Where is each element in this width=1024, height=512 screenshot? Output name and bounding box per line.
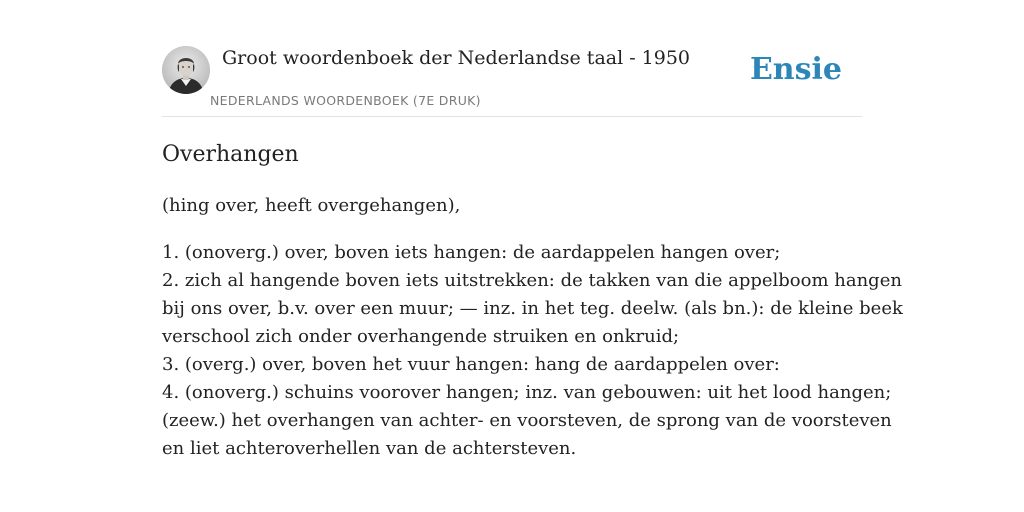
definition-line: 3. (overg.) over, boven het vuur hangen: hang de aardappelen over: [162,354,780,375]
definition-text [162,239,903,463]
definition-line: bij ons over, b.v. over een muur; — inz. in het teg. deelw. (als bn.): de kleine beek [162,298,903,319]
source-header [162,0,862,117]
source-subtitle: NEDERLANDS WOORDENBOEK (7E DRUK) [210,93,481,108]
entry-grammar: (hing over, heeft overgehangen), [162,195,461,216]
definition-line: 4. (onoverg.) schuins voorover hangen; inz. van gebouwen: uit het lood hangen; [162,382,892,403]
author-portrait-icon [162,46,210,94]
definition-line: (zeew.) het overhangen van achter- en voorsteven, de sprong van de voorsteven [162,410,892,431]
entry-card [162,0,903,512]
definition-line: 1. (onoverg.) over, boven iets hangen: de aardappelen hangen over; [162,242,781,263]
definition-line: en liet achteroverhellen van de achtersteven. [162,438,577,459]
definition-line: verschool zich onder overhangende struiken en onkruid; [162,326,680,347]
ensie-logo[interactable]: Ensie [749,52,842,87]
entry-title: Overhangen [162,142,299,167]
source-title[interactable]: Groot woordenboek der Nederlandse taal - 1950 [222,47,691,69]
definition-line: 2. zich al hangende boven iets uitstrekken: de takken van die appelboom hangen [162,270,902,291]
